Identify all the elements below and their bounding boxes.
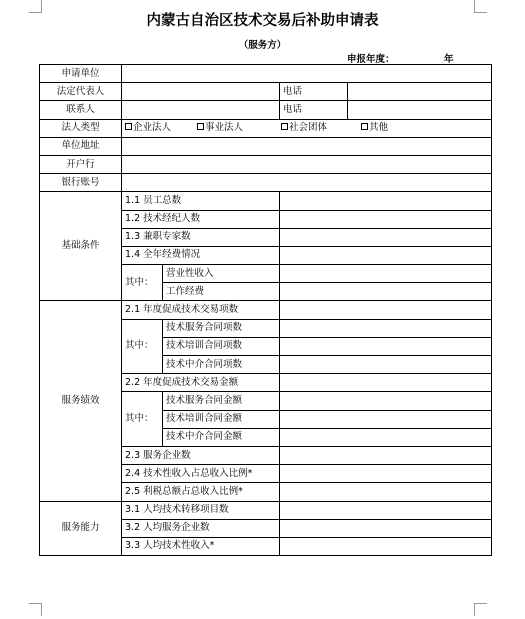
- sub-item-agency-contract-count: 技术中介合同项数: [163, 356, 280, 374]
- item-1-2: 1.2 技术经纪人数: [122, 210, 280, 228]
- label-applicant-unit: 申请单位: [40, 65, 122, 83]
- group-performance: 服务绩效: [40, 301, 122, 501]
- year-unit: 年: [444, 54, 454, 65]
- value-3-3[interactable]: [280, 537, 492, 555]
- field-address[interactable]: [122, 137, 492, 155]
- value-2-1[interactable]: [280, 301, 492, 319]
- label-legal-rep-phone: 电话: [280, 83, 348, 101]
- item-3-1: 3.1 人均技术转移项目数: [122, 501, 280, 519]
- field-legal-rep-phone[interactable]: [348, 83, 492, 101]
- item-1-4: 1.4 全年经费情况: [122, 246, 280, 264]
- field-contact-phone[interactable]: [348, 101, 492, 119]
- value-2-3[interactable]: [280, 446, 492, 464]
- label-bank: 开户行: [40, 155, 122, 173]
- of-which-label: 其中：: [122, 392, 163, 447]
- label-contact-phone: 电话: [280, 101, 348, 119]
- sub-item-training-contract-amount: 技术培训合同金额: [163, 410, 280, 428]
- value-2-5[interactable]: [280, 483, 492, 501]
- label-account: 银行账号: [40, 174, 122, 192]
- value-agency-contract-count[interactable]: [280, 356, 492, 374]
- sub-item-training-contract-count: 技术培训合同项数: [163, 337, 280, 355]
- item-3-2: 3.2 人均服务企业数: [122, 519, 280, 537]
- sub-item-agency-contract-amount: 技术中介合同金额: [163, 428, 280, 446]
- item-2-3: 2.3 服务企业数: [122, 446, 280, 464]
- value-1-4[interactable]: [280, 246, 492, 264]
- option-other[interactable]: 其他: [361, 121, 388, 135]
- value-2-2[interactable]: [280, 374, 492, 392]
- value-1-2[interactable]: [280, 210, 492, 228]
- option-social-group[interactable]: 社会团体: [281, 121, 327, 135]
- page-title: 内蒙古自治区技术交易后补助申请表: [146, 13, 379, 29]
- sub-item-service-contract-amount: 技术服务合同金额: [163, 392, 280, 410]
- label-entity-type: 法人类型: [40, 119, 122, 137]
- entity-type-options: [122, 119, 492, 137]
- corner-mark-bottom-right: [474, 603, 487, 616]
- field-applicant-unit[interactable]: [122, 65, 492, 83]
- item-2-5: 2.5 利税总额占总收入比例*: [122, 483, 280, 501]
- application-form-table: [39, 64, 492, 556]
- item-2-2: 2.2 年度促成技术交易金额: [122, 374, 280, 392]
- value-agency-contract-amount[interactable]: [280, 428, 492, 446]
- label-contact: 联系人: [40, 101, 122, 119]
- field-contact[interactable]: [122, 101, 280, 119]
- field-bank[interactable]: [122, 155, 492, 173]
- group-basic: 基础条件: [40, 192, 122, 301]
- value-3-2[interactable]: [280, 519, 492, 537]
- checkbox-icon: [125, 123, 132, 130]
- item-1-1: 1.1 员工总数: [122, 192, 280, 210]
- checkbox-icon: [361, 123, 368, 130]
- value-service-contract-amount[interactable]: [280, 392, 492, 410]
- sub-item-operating-income: 营业性收入: [163, 265, 280, 283]
- value-operating-income[interactable]: [280, 265, 492, 283]
- sub-item-service-contract-count: 技术服务合同项数: [163, 319, 280, 337]
- option-enterprise[interactable]: 企业法人: [125, 121, 171, 135]
- item-2-4: 2.4 技术性收入占总收入比例*: [122, 465, 280, 483]
- corner-mark-bottom-left: [29, 603, 42, 616]
- item-1-3: 1.3 兼职专家数: [122, 228, 280, 246]
- item-2-1: 2.1 年度促成技术交易项数: [122, 301, 280, 319]
- checkbox-icon: [281, 123, 288, 130]
- of-which-label: 其中：: [122, 265, 163, 301]
- of-which-label: 其中：: [122, 319, 163, 374]
- value-1-3[interactable]: [280, 228, 492, 246]
- option-institution[interactable]: 事业法人: [197, 121, 243, 135]
- year-label: 申报年度：: [347, 54, 395, 65]
- value-work-funds[interactable]: [280, 283, 492, 301]
- checkbox-icon: [197, 123, 204, 130]
- label-legal-rep: 法定代表人: [40, 83, 122, 101]
- item-3-3: 3.3 人均技术性收入*: [122, 537, 280, 555]
- sub-item-work-funds: 工作经费: [163, 283, 280, 301]
- value-service-contract-count[interactable]: [280, 319, 492, 337]
- value-3-1[interactable]: [280, 501, 492, 519]
- field-account[interactable]: [122, 174, 492, 192]
- value-2-4[interactable]: [280, 465, 492, 483]
- label-address: 单位地址: [40, 137, 122, 155]
- page-subtitle: （服务方）: [238, 40, 287, 51]
- value-1-1[interactable]: [280, 192, 492, 210]
- value-training-contract-count[interactable]: [280, 337, 492, 355]
- value-training-contract-amount[interactable]: [280, 410, 492, 428]
- group-capacity: 服务能力: [40, 501, 122, 556]
- field-legal-rep[interactable]: [122, 83, 280, 101]
